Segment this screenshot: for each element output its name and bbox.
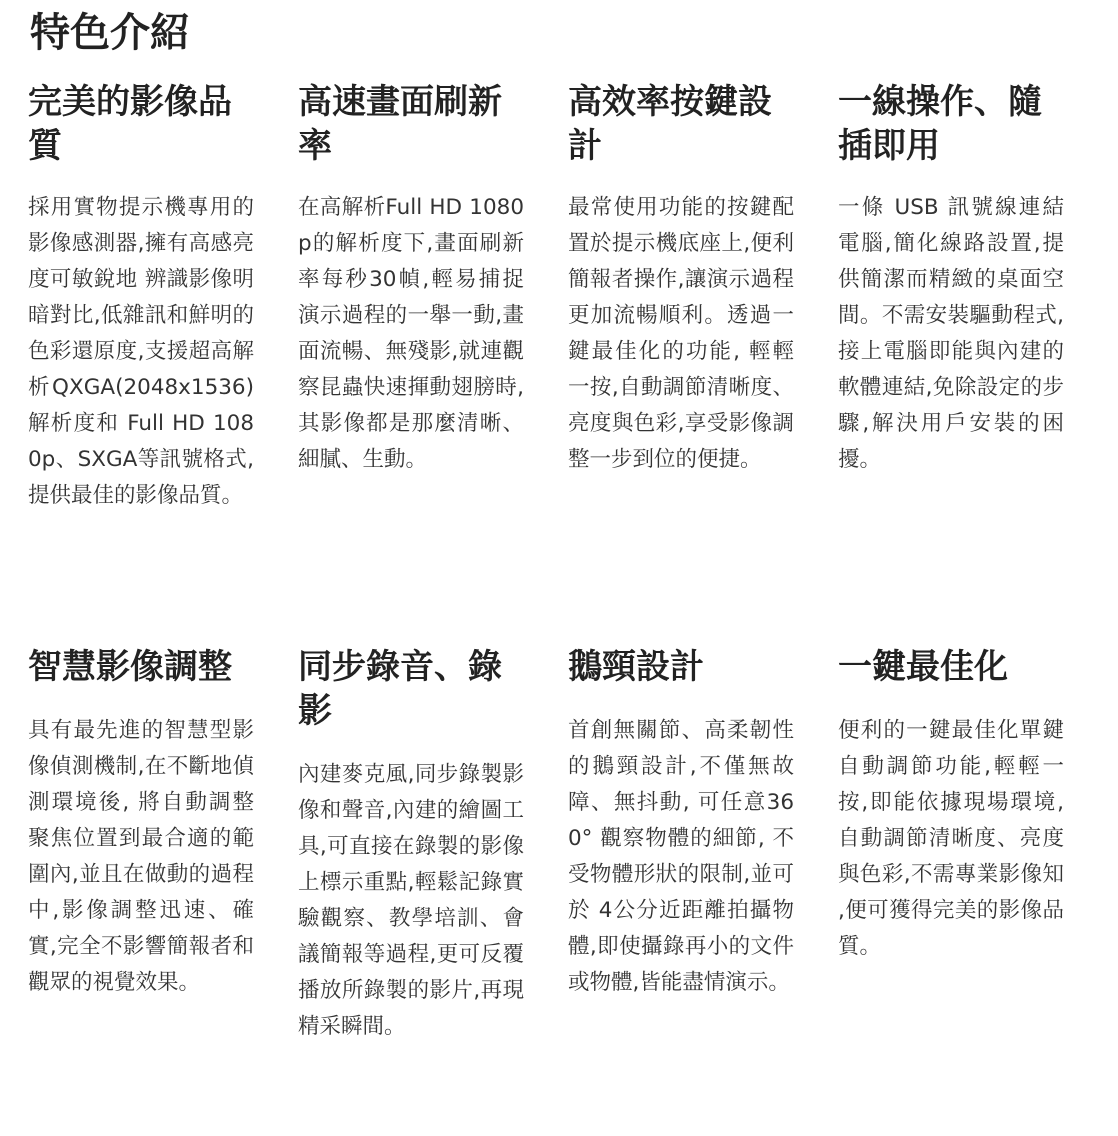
feature-body: 一條 USB 訊號線連結電腦,簡化線路設置,提供簡潔而精緻的桌面空間。不需安裝驅動程式,接上電腦即能與內建的軟體連結,免除設定的步驟,解決用戶安裝的困擾。 [838, 195, 1064, 472]
page-title: 特色介紹 [30, 10, 190, 56]
feature-smart-image [28, 645, 254, 1125]
feature-image-quality [28, 80, 254, 600]
feature-title: 一線操作、隨插即用 [838, 82, 1042, 166]
feature-body: 採用實物提示機專用的影像感測器,擁有高感亮度可敏銳地 辨識影像明暗對比,低雜訊和鮮明的色彩還原度,支援超高解析QXGA(2048x1536)解析度和 Full HD 1080p、SXGA等訊號格式,提供最佳的影像品質。 [28, 195, 254, 508]
feature-title: 高速畫面刷新率 [298, 82, 502, 166]
feature-title: 智慧影像調整 [28, 647, 232, 687]
feature-title: 一鍵最佳化 [838, 647, 1008, 687]
feature-title: 鵝頸設計 [568, 647, 704, 687]
feature-gooseneck [568, 645, 794, 1125]
feature-body: 便利的一鍵最佳化單鍵自動調節功能,輕輕一按,即能依據現場環境,自動調節清晰度、亮度與色彩,不需專業影像知 ,便可獲得完美的影像品質。 [838, 718, 1064, 959]
feature-body: 首創無關節、高柔韌性的鵝頸設計,不僅無故障、無抖動, 可任意360° 觀察物體的細節, 不受物體形狀的限制,並可於 4公分近距離拍攝物體,即使攝錄再小的文件或物體,皆能盡情演示。 [568, 718, 794, 995]
feature-title: 完美的影像品質 [28, 82, 232, 166]
feature-body: 內建麥克風,同步錄製影像和聲音,內建的繪圖工具,可直接在錄製的影像上標示重點,輕鬆記錄實驗觀察、教學培訓、會議簡報等過程,更可反覆播放所錄製的影片,再現精采瞬間。 [298, 762, 524, 1039]
feature-recording [298, 645, 524, 1125]
feature-refresh-rate [298, 80, 524, 600]
feature-body: 具有最先進的智慧型影像偵測機制,在不斷地偵測環境後, 將自動調整聚焦位置到最合適的範圍內,並且在做動的過程中,影像調整迅速、確實,完全不影響簡報者和觀眾的視覺效果。 [28, 718, 254, 995]
feature-body: 最常使用功能的按鍵配置於提示機底座上,便利簡報者操作,讓演示過程更加流暢順利。透過一鍵最佳化的功能, 輕輕一按,自動調節清晰度、 亮度與色彩,享受影像調整一步到位的便捷。 [568, 195, 794, 472]
feature-plug-and-play [838, 80, 1064, 600]
feature-button-design [568, 80, 794, 600]
feature-body: 在高解析Full HD 1080p的解析度下,畫面刷新率每秒30幀,輕易捕捉演示過程的一舉一動,畫面流暢、無殘影,就連觀察昆蟲快速揮動翅膀時, 其影像都是那麼清晰、細膩、生動。 [298, 195, 524, 472]
feature-title: 高效率按鍵設計 [568, 82, 772, 166]
feature-title: 同步錄音、錄影 [298, 647, 502, 731]
feature-one-key-optimize [838, 645, 1064, 1125]
